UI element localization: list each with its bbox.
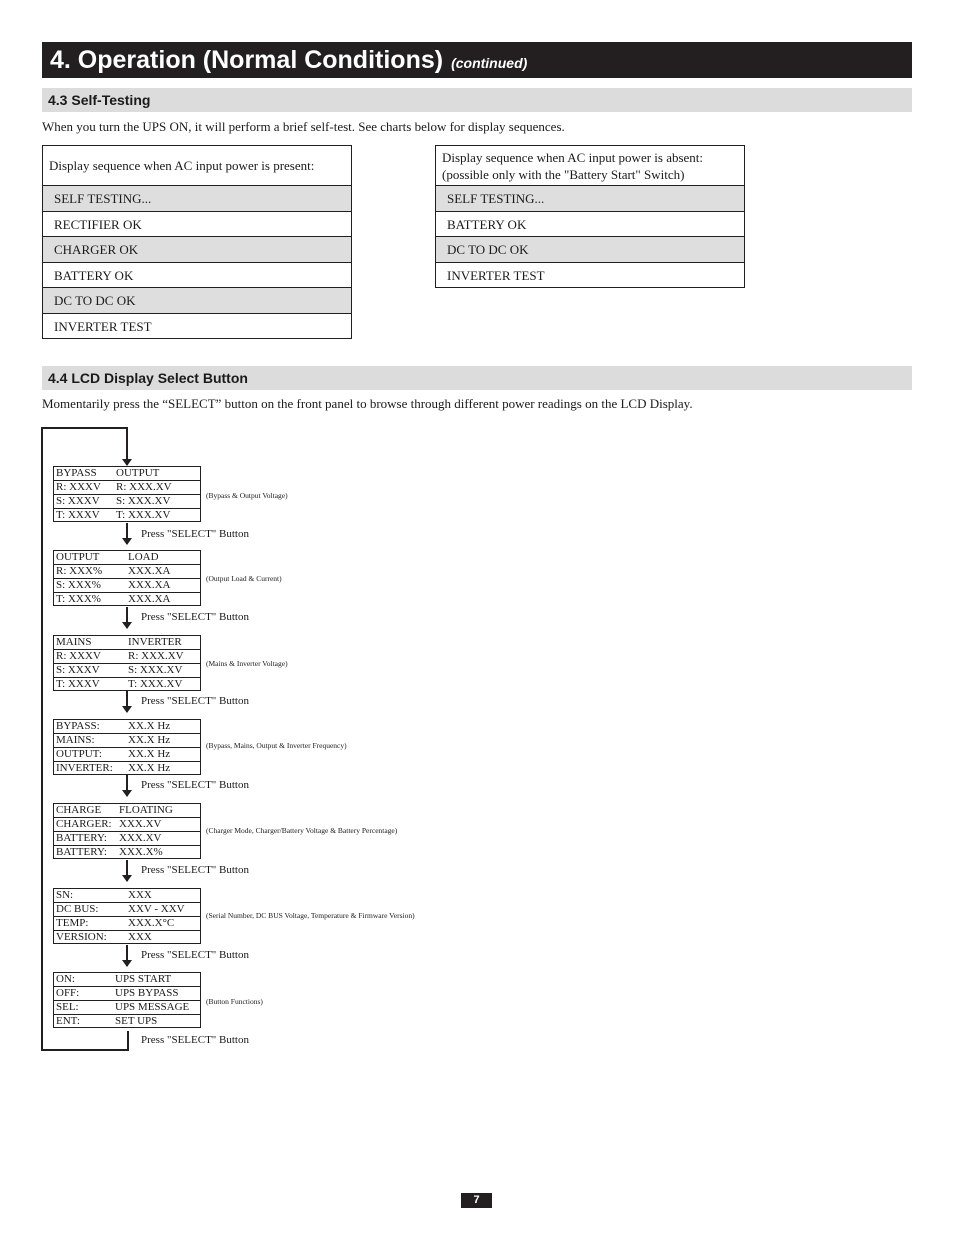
lcd-row <box>54 495 200 509</box>
lcd-screen-output-load <box>53 550 201 606</box>
lcd-screen-frequency <box>53 719 201 775</box>
loop-line-bottom <box>41 1049 129 1051</box>
lcd-cell: S: XXXV <box>56 664 100 676</box>
lcd-row <box>54 636 200 650</box>
lcd-row <box>54 551 200 565</box>
lcd-caption: (Bypass & Output Voltage) <box>206 491 288 500</box>
lcd-row <box>54 678 200 692</box>
flow-arrow <box>126 775 128 796</box>
present-sequence-row: BATTERY OK <box>43 263 351 289</box>
flow-arrow <box>126 427 128 465</box>
lcd-cell: S: XXX% <box>56 579 101 591</box>
section-title: 4. Operation (Normal Conditions) <box>50 46 444 74</box>
lcd-cell: MAINS: <box>56 734 95 746</box>
lcd-row <box>54 1001 200 1015</box>
present-sequence-row: RECTIFIER OK <box>43 212 351 238</box>
lcd-cell: ON: <box>56 973 75 985</box>
present-sequence-row: SELF TESTING... <box>43 186 351 212</box>
lcd-cell: R: XXXV <box>56 481 101 493</box>
absent-sequence-row: BATTERY OK <box>436 212 744 238</box>
lcd-row <box>54 481 200 495</box>
lcd-row <box>54 720 200 734</box>
press-select-label: Press "SELECT" Button <box>141 695 249 707</box>
flow-arrow <box>126 691 128 712</box>
lcd-cell: T: XXX.XV <box>128 678 183 690</box>
lcd-row <box>54 818 200 832</box>
lcd-cell: T: XXX% <box>56 593 101 605</box>
lcd-cell: S: XXXV <box>56 495 100 507</box>
lcd-cell: MAINS <box>56 636 92 648</box>
lcd-cell: XXX.XV <box>119 818 162 830</box>
lcd-row <box>54 832 200 846</box>
lcd-cell: UPS BYPASS <box>115 987 179 999</box>
lcd-screen-serial-version <box>53 888 201 944</box>
lcd-cell: OFF: <box>56 987 80 999</box>
lcd-cell: XXX.X% <box>119 846 163 858</box>
lcd-cell: DC BUS: <box>56 903 99 915</box>
lcd-screen-mains-inverter <box>53 635 201 691</box>
lcd-cell: XXX <box>128 931 152 943</box>
lcd-caption: (Mains & Inverter Voltage) <box>206 659 288 668</box>
lcd-cell: VERSION: <box>56 931 107 943</box>
lcd-cell: BATTERY: <box>56 846 107 858</box>
page-number: 7 <box>461 1193 492 1208</box>
lcd-cell: UPS MESSAGE <box>115 1001 190 1013</box>
lcd-row <box>54 973 200 987</box>
lcd-cell: S: XXX.XV <box>116 495 171 507</box>
lcd-row <box>54 748 200 762</box>
present-sequence-header: Display sequence when AC input power is present: <box>43 146 351 186</box>
lcd-cell: XXX <box>128 889 152 901</box>
lcd-row <box>54 917 200 931</box>
lcd-cell: XX.X Hz <box>128 720 171 732</box>
lcd-cell: LOAD <box>128 551 159 563</box>
lcd-row <box>54 650 200 664</box>
lcd-screen-bypass-output <box>53 466 201 522</box>
section-title-bar <box>42 42 912 78</box>
lcd-row <box>54 889 200 903</box>
lcd-cell: OUTPUT: <box>56 748 102 760</box>
lcd-cell: OUTPUT <box>116 467 160 479</box>
lcd-cell: XXX.XV <box>119 832 162 844</box>
lcd-cell: FLOATING <box>119 804 173 816</box>
press-select-label: Press "SELECT" Button <box>141 864 249 876</box>
flow-arrow <box>126 523 128 544</box>
absent-sequence-table <box>435 145 745 288</box>
absent-sequence-row: SELF TESTING... <box>436 186 744 212</box>
lcd-row <box>54 565 200 579</box>
absent-header-line2: (possible only with the "Battery Start" Switch) <box>442 166 685 182</box>
lcd-cell: CHARGER: <box>56 818 112 830</box>
flow-arrow <box>126 945 128 966</box>
lcd-caption: (Bypass, Mains, Output & Inverter Frequency) <box>206 741 347 750</box>
lcd-row <box>54 664 200 678</box>
lcd-cell: XX.X Hz <box>128 762 171 774</box>
lcd-cell: R: XXX.XV <box>128 650 184 662</box>
lcd-caption: (Charger Mode, Charger/Battery Voltage & Battery Percentage) <box>206 826 398 835</box>
loop-line-return <box>127 1031 129 1051</box>
lcd-row <box>54 987 200 1001</box>
lcd-row <box>54 1015 200 1029</box>
lcd-cell: OUTPUT <box>56 551 100 563</box>
lcd-cell: INVERTER <box>128 636 182 648</box>
lcd-row <box>54 903 200 917</box>
lcd-cell: XXX.XA <box>128 593 171 605</box>
lcd-select-intro: Momentarily press the “SELECT” button on the front panel to browse through different power readings on the LCD Display. <box>42 396 693 411</box>
lcd-cell: SN: <box>56 889 74 901</box>
absent-sequence-row: DC TO DC OK <box>436 237 744 263</box>
lcd-screen-charger <box>53 803 201 859</box>
lcd-cell: XXX.XA <box>128 565 171 577</box>
lcd-cell: T: XXXV <box>56 509 100 521</box>
present-sequence-row: INVERTER TEST <box>43 314 351 340</box>
lcd-cell: R: XXX.XV <box>116 481 172 493</box>
absent-sequence-row: INVERTER TEST <box>436 263 744 289</box>
lcd-select-heading: 4.4 LCD Display Select Button <box>42 366 912 390</box>
lcd-cell: CHARGE <box>56 804 102 816</box>
lcd-cell: XXV - XXV <box>128 903 185 915</box>
loop-line-top <box>41 427 128 429</box>
lcd-caption: (Output Load & Current) <box>206 574 282 583</box>
lcd-row <box>54 804 200 818</box>
lcd-row <box>54 593 200 607</box>
lcd-cell: R: XXX% <box>56 565 103 577</box>
press-select-label: Press "SELECT" Button <box>141 528 249 540</box>
present-sequence-row: CHARGER OK <box>43 237 351 263</box>
flow-arrow <box>126 860 128 881</box>
lcd-cell: SET UPS <box>115 1015 158 1027</box>
self-testing-heading: 4.3 Self-Testing <box>42 88 912 112</box>
lcd-cell: BATTERY: <box>56 832 107 844</box>
lcd-row <box>54 931 200 945</box>
press-select-label: Press "SELECT" Button <box>141 1034 249 1046</box>
lcd-row <box>54 846 200 860</box>
lcd-cell: TEMP: <box>56 917 89 929</box>
lcd-caption: (Serial Number, DC BUS Voltage, Temperature & Firmware Version) <box>206 911 415 920</box>
lcd-cell: XXX.XA <box>128 579 171 591</box>
absent-header-line1: Display sequence when AC input power is absent: <box>442 149 704 165</box>
lcd-cell: T: XXX.XV <box>116 509 171 521</box>
lcd-cell: UPS START <box>115 973 172 985</box>
flow-arrow <box>126 607 128 628</box>
lcd-caption: (Button Functions) <box>206 997 263 1006</box>
loop-line-left <box>41 427 43 1051</box>
lcd-cell: INVERTER: <box>56 762 113 774</box>
present-sequence-table <box>42 145 352 339</box>
lcd-screen-button-functions <box>53 972 201 1028</box>
lcd-cell: XXX.X°C <box>128 917 175 929</box>
continued-label: (continued) <box>451 55 528 71</box>
press-select-label: Press "SELECT" Button <box>141 949 249 961</box>
lcd-cell: SEL: <box>56 1001 79 1013</box>
press-select-label: Press "SELECT" Button <box>141 611 249 623</box>
lcd-cell: T: XXXV <box>56 678 100 690</box>
absent-sequence-header <box>436 146 744 186</box>
lcd-row <box>54 734 200 748</box>
lcd-cell: ENT: <box>56 1015 80 1027</box>
lcd-cell: XX.X Hz <box>128 748 171 760</box>
lcd-cell: XX.X Hz <box>128 734 171 746</box>
lcd-cell: S: XXX.XV <box>128 664 183 676</box>
lcd-row <box>54 762 200 776</box>
lcd-row <box>54 579 200 593</box>
lcd-row <box>54 509 200 523</box>
lcd-row <box>54 467 200 481</box>
lcd-cell: BYPASS: <box>56 720 100 732</box>
press-select-label: Press "SELECT" Button <box>141 779 249 791</box>
self-testing-intro: When you turn the UPS ON, it will perform a brief self-test. See charts below for display sequences. <box>42 119 565 134</box>
lcd-cell: BYPASS <box>56 467 97 479</box>
present-sequence-row: DC TO DC OK <box>43 288 351 314</box>
lcd-cell: R: XXXV <box>56 650 101 662</box>
